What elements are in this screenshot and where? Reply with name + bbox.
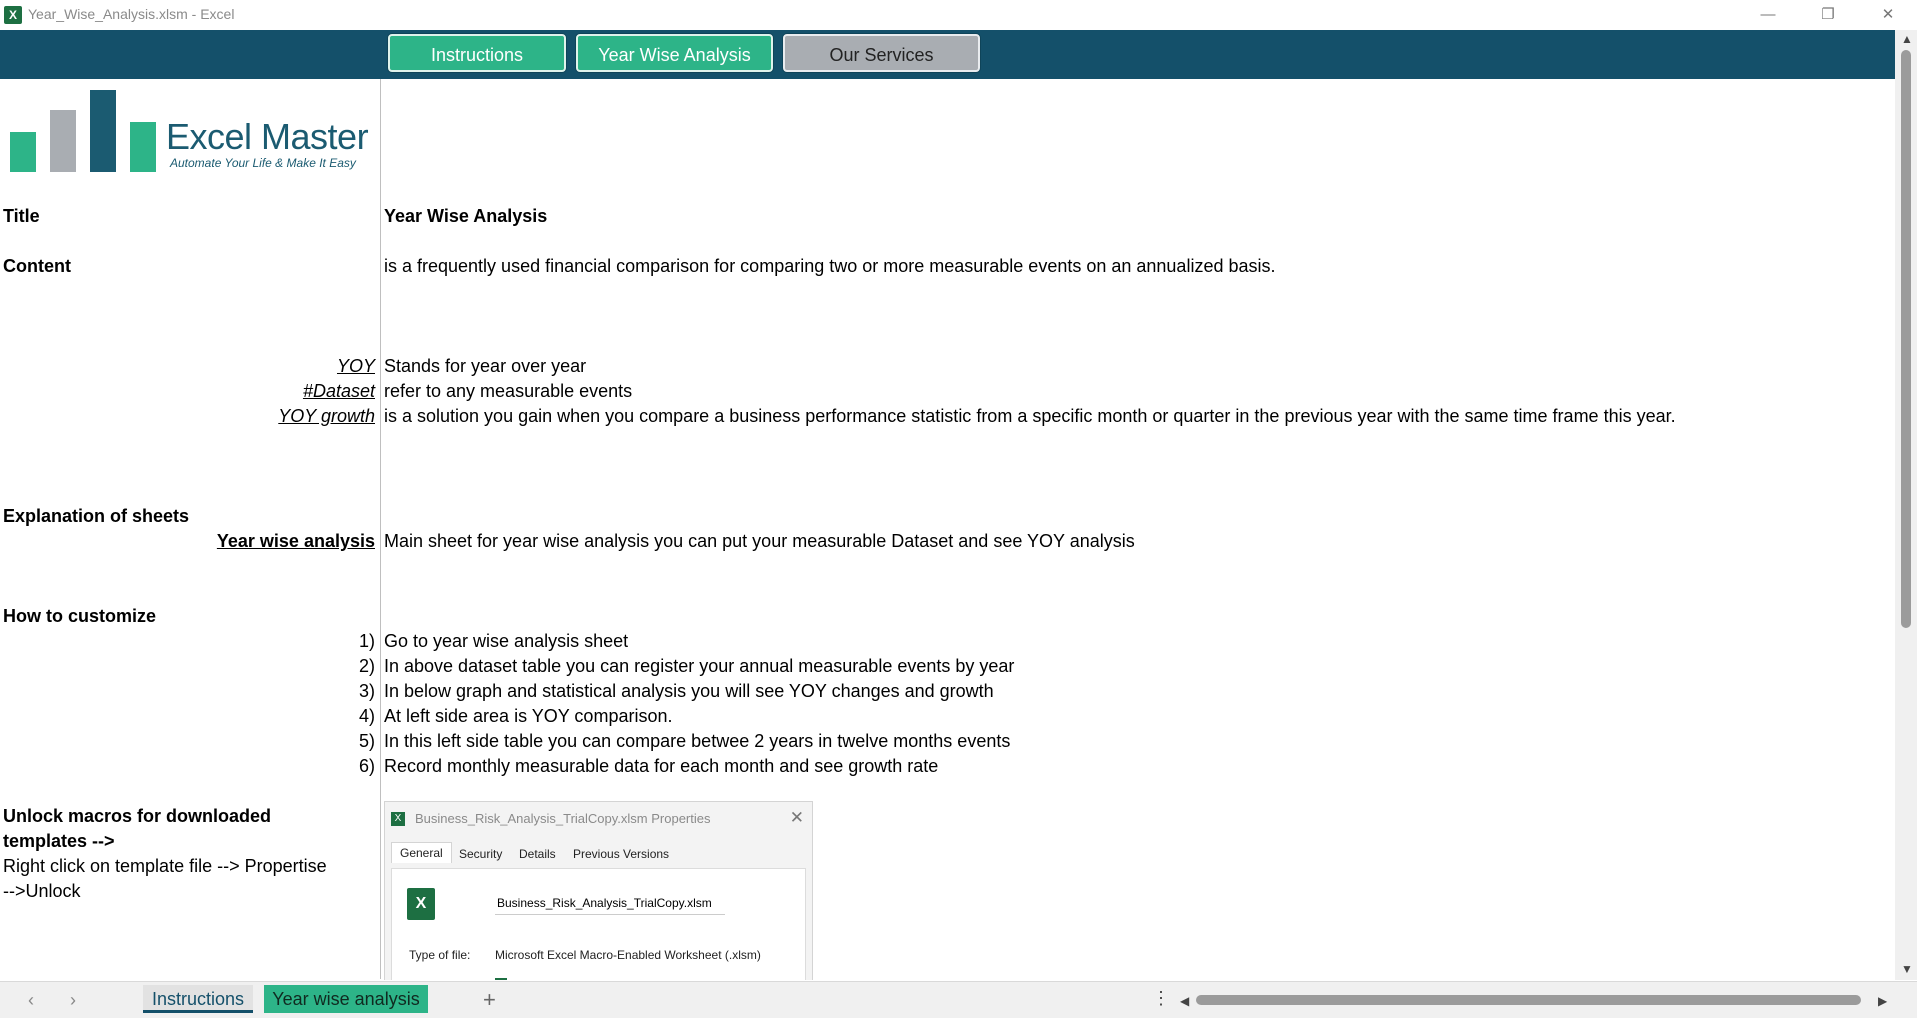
step-number: 4)	[358, 706, 375, 726]
vertical-scrollbar[interactable]	[1895, 30, 1917, 980]
unlock-heading-cont: templates -->	[3, 831, 115, 851]
dialog-filename-field	[495, 892, 725, 915]
definition-text: is a solution you gain when you compare a business performance statistic from a specific month or quarter in the previous year with the same time frame this year.	[384, 406, 1676, 426]
header-band	[0, 30, 1895, 79]
more-options-icon[interactable]: ⋮	[1152, 988, 1170, 1008]
dialog-tab-previous-versions: Previous Versions	[573, 847, 670, 861]
column-divider	[380, 79, 381, 979]
scroll-left-icon[interactable]: ◀	[1180, 994, 1190, 1008]
worksheet[interactable]	[0, 79, 1895, 979]
unlock-instruction-cont: -->Unlock	[3, 881, 81, 901]
logo-bar-3	[90, 90, 116, 172]
definition-term-yoy: YOY	[336, 356, 375, 376]
excel-file-icon: X	[407, 888, 435, 920]
year-wise-analysis-button[interactable]: Year Wise Analysis	[576, 34, 773, 72]
title-value: Year Wise Analysis	[384, 206, 548, 226]
dialog-tab-security: Security	[459, 847, 503, 861]
scroll-up-icon[interactable]: ▲	[1901, 32, 1913, 46]
sheet-tab-bar	[0, 981, 1917, 1018]
prev-sheet-icon[interactable]: ‹	[28, 990, 34, 1010]
add-sheet-icon[interactable]: +	[483, 987, 496, 1012]
excel-master-logo	[8, 86, 378, 176]
dialog-title: Business_Risk_Analysis_TrialCopy.xlsm Properties	[415, 811, 711, 826]
close-button[interactable]: ✕	[1881, 6, 1895, 23]
step-number: 1)	[358, 631, 375, 651]
unlock-heading: Unlock macros for downloaded	[3, 806, 272, 826]
excel-icon: X	[4, 6, 22, 24]
content-value: is a frequently used financial comparison for comparing two or more measurable events on an annualized basis.	[384, 256, 1276, 276]
restore-button[interactable]: ❐	[1821, 6, 1835, 23]
step-number: 6)	[358, 756, 375, 776]
definition-term-dataset: #Dataset	[302, 381, 375, 401]
next-sheet-icon[interactable]: ›	[70, 990, 76, 1010]
window-title: Year_Wise_Analysis.xlsm - Excel	[28, 6, 235, 22]
explanation-heading: Explanation of sheets	[3, 506, 190, 526]
logo-bar-4	[130, 122, 156, 172]
logo-bar-2	[50, 110, 76, 172]
our-services-button[interactable]: Our Services	[783, 34, 980, 72]
step-text: In above dataset table you can register your annual measurable events by year	[384, 656, 1015, 676]
close-icon: ✕	[789, 808, 804, 827]
step-text: At left side area is YOY comparison.	[384, 706, 673, 726]
properties-dialog-image	[384, 801, 813, 980]
step-number: 3)	[358, 681, 375, 701]
sheet-description: Main sheet for year wise analysis you can put your measurable Dataset and see YOY analysis	[384, 531, 1135, 551]
content-label: Content	[3, 256, 71, 276]
unlock-instruction: Right click on template file --> Propertise	[3, 856, 327, 876]
dialog-tab-general: General	[391, 842, 452, 863]
logo-bar-1	[10, 132, 36, 172]
step-text: Record monthly measurable data for each month and see growth rate	[384, 756, 939, 776]
definition-text: refer to any measurable events	[384, 381, 633, 401]
excel-file-icon: X	[391, 812, 405, 826]
step-text: In below graph and statistical analysis you will see YOY changes and growth	[384, 681, 994, 701]
dialog-type-label: Type of file:	[409, 948, 471, 962]
definition-text: Stands for year over year	[384, 356, 587, 376]
step-number: 2)	[358, 656, 375, 676]
scroll-right-icon[interactable]: ▶	[1878, 994, 1888, 1008]
definition-term-yoy-growth: YOY growth	[278, 406, 375, 426]
dialog-panel	[391, 868, 806, 980]
customize-heading: How to customize	[3, 606, 157, 626]
dialog-tab-details: Details	[519, 847, 556, 861]
title-bar	[0, 0, 1917, 30]
step-text: In this left side table you can compare betwee 2 years in twelve months events	[384, 731, 1011, 751]
step-text: Go to year wise analysis sheet	[384, 631, 629, 651]
title-label: Title	[3, 206, 40, 226]
step-number: 5)	[358, 731, 375, 751]
logo-tagline: Automate Your Life & Make It Easy	[170, 156, 356, 170]
dialog-type-value: Microsoft Excel Macro-Enabled Worksheet (.xlsm)	[495, 948, 761, 962]
sheet-tab-instructions[interactable]: Instructions	[143, 985, 253, 1013]
checkbox-icon	[495, 978, 507, 980]
sheet-tab-year-wise-analysis[interactable]: Year wise analysis	[264, 985, 428, 1013]
horizontal-scroll-thumb[interactable]	[1196, 995, 1861, 1005]
logo-brand: Excel Master	[166, 116, 369, 157]
instructions-button[interactable]: Instructions	[388, 34, 566, 72]
year-wise-analysis-link[interactable]: Year wise analysis	[216, 531, 375, 551]
scroll-down-icon[interactable]: ▼	[1901, 962, 1913, 976]
minimize-button[interactable]: —	[1760, 6, 1776, 23]
vertical-scroll-thumb[interactable]	[1901, 50, 1911, 628]
